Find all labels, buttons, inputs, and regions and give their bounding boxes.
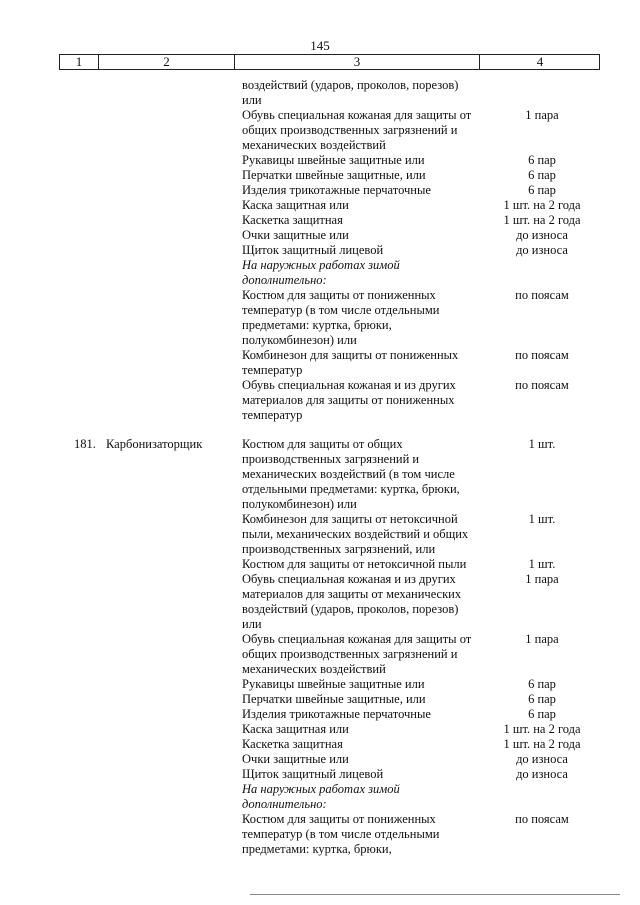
ppe-item-text: Перчатки швейные защитные, или bbox=[242, 168, 426, 182]
table-row bbox=[0, 198, 640, 213]
ppe-quantity: 6 пар bbox=[528, 692, 556, 706]
table-row bbox=[0, 782, 640, 797]
ppe-item-text: полукомбинезон) или bbox=[242, 497, 357, 511]
table-row bbox=[0, 707, 640, 722]
ppe-quantity: 6 пар bbox=[528, 168, 556, 182]
ppe-item-text: Каска защитная или bbox=[242, 722, 349, 736]
table-row bbox=[0, 647, 640, 662]
ppe-item-text: производственных загрязнений, или bbox=[242, 542, 436, 556]
ppe-quantity: 1 шт. на 2 года bbox=[503, 198, 581, 212]
table-row bbox=[0, 258, 640, 273]
ppe-item-text: полукомбинезон) или bbox=[242, 333, 357, 347]
table-row bbox=[0, 467, 640, 482]
table-row bbox=[0, 587, 640, 602]
ppe-item-text: Комбинезон для защиты от пониженных bbox=[242, 348, 459, 362]
ppe-item-text: производственных загрязнений и bbox=[242, 452, 420, 466]
ppe-quantity: 1 пара bbox=[525, 108, 559, 122]
ppe-quantity: 1 шт. на 2 года bbox=[503, 737, 581, 751]
profession-name: Карбонизаторщик bbox=[106, 437, 203, 451]
ppe-item-text: дополнительно: bbox=[242, 273, 327, 287]
ppe-quantity: по поясам bbox=[515, 288, 569, 302]
ppe-quantity: 6 пар bbox=[528, 153, 556, 167]
table-row bbox=[0, 78, 640, 93]
ppe-quantity: 1 пара bbox=[525, 632, 559, 646]
table-row bbox=[0, 437, 640, 452]
ppe-item-text: температур (в том числе отдельными bbox=[242, 827, 440, 841]
table-row bbox=[0, 482, 640, 497]
ppe-quantity: 1 пара bbox=[525, 572, 559, 586]
table-row bbox=[0, 243, 640, 258]
table-row bbox=[0, 168, 640, 183]
table-row bbox=[0, 572, 640, 587]
header-col-2: 2 bbox=[163, 54, 170, 69]
ppe-item-text: Изделия трикотажные перчаточные bbox=[242, 707, 431, 721]
table-header bbox=[59, 54, 600, 70]
ppe-item-text: Перчатки швейные защитные, или bbox=[242, 692, 426, 706]
ppe-item-text: Комбинезон для защиты от нетоксичной bbox=[242, 512, 458, 526]
table-row bbox=[0, 393, 640, 408]
table-row bbox=[0, 692, 640, 707]
table-row bbox=[0, 273, 640, 288]
ppe-item-text: температур (в том числе отдельными bbox=[242, 303, 440, 317]
table-row bbox=[0, 767, 640, 782]
ppe-item-text: механических воздействий bbox=[242, 138, 386, 152]
table-row bbox=[0, 348, 640, 363]
ppe-item-text: материалов для защиты от пониженных bbox=[242, 393, 455, 407]
ppe-quantity: по поясам bbox=[515, 348, 569, 362]
ppe-quantity: до износа bbox=[516, 228, 568, 242]
ppe-quantity: 1 шт. bbox=[528, 557, 556, 571]
table-row bbox=[0, 452, 640, 467]
table-row bbox=[0, 527, 640, 542]
page-number: 145 bbox=[310, 38, 330, 53]
ppe-item-text: Костюм для защиты от пониженных bbox=[242, 812, 436, 826]
ppe-item-text: Каскетка защитная bbox=[242, 213, 343, 227]
ppe-item-text: предметами: куртка, брюки, bbox=[242, 318, 392, 332]
table-row bbox=[0, 812, 640, 827]
table-row bbox=[0, 93, 640, 108]
table-row bbox=[0, 752, 640, 767]
ppe-quantity: 1 шт. на 2 года bbox=[503, 213, 581, 227]
table-row bbox=[0, 123, 640, 138]
ppe-item-text: механических воздействий (в том числе bbox=[242, 467, 455, 481]
ppe-item-text: Костюм для защиты от общих bbox=[242, 437, 403, 451]
table-row bbox=[0, 677, 640, 692]
table-row bbox=[0, 737, 640, 752]
table-row bbox=[0, 662, 640, 677]
ppe-item-text: пыли, механических воздействий и общих bbox=[242, 527, 469, 541]
ppe-quantity: 6 пар bbox=[528, 677, 556, 691]
table-row bbox=[0, 557, 640, 572]
ppe-item-text: Очки защитные или bbox=[242, 228, 349, 242]
ppe-item-text: общих производственных загрязнений и bbox=[242, 123, 458, 137]
table-row bbox=[0, 408, 640, 423]
ppe-item-text: общих производственных загрязнений и bbox=[242, 647, 458, 661]
table-row bbox=[0, 363, 640, 378]
ppe-item-text: Обувь специальная кожаная для защиты от bbox=[242, 108, 472, 122]
ppe-item-text: Каска защитная или bbox=[242, 198, 349, 212]
table-row bbox=[0, 602, 640, 617]
table-row bbox=[0, 318, 640, 333]
ppe-item-text: Рукавицы швейные защитные или bbox=[242, 153, 425, 167]
ppe-quantity: 6 пар bbox=[528, 183, 556, 197]
table-body bbox=[0, 78, 640, 857]
table-row bbox=[0, 542, 640, 557]
table-row bbox=[0, 617, 640, 632]
ppe-quantity: до износа bbox=[516, 767, 568, 781]
table-row bbox=[0, 153, 640, 168]
ppe-quantity: до износа bbox=[516, 752, 568, 766]
ppe-item-text: Щиток защитный лицевой bbox=[242, 767, 384, 781]
ppe-item-text: воздействий (ударов, проколов, порезов) bbox=[242, 602, 459, 616]
row-gap bbox=[0, 423, 640, 437]
item-number: 181. bbox=[74, 437, 96, 451]
table-row bbox=[0, 378, 640, 393]
table-row bbox=[0, 213, 640, 228]
ppe-item-text: предметами: куртка, брюки, bbox=[242, 842, 392, 856]
ppe-quantity: 6 пар bbox=[528, 707, 556, 721]
table-row bbox=[0, 722, 640, 737]
table-row bbox=[0, 842, 640, 857]
header-col-1: 1 bbox=[75, 54, 83, 69]
ppe-item-text: Костюм для защиты от пониженных bbox=[242, 288, 436, 302]
ppe-item-text: отдельными предметами: куртка, брюки, bbox=[242, 482, 460, 496]
table-row bbox=[0, 183, 640, 198]
ppe-item-text: температур bbox=[242, 363, 303, 377]
ppe-item-text: Обувь специальная кожаная для защиты от bbox=[242, 632, 472, 646]
ppe-item-text: материалов для защиты от механических bbox=[242, 587, 462, 601]
header-col-3: 3 bbox=[353, 54, 361, 69]
ppe-item-text: Изделия трикотажные перчаточные bbox=[242, 183, 431, 197]
table-row bbox=[0, 108, 640, 123]
ppe-item-text: воздействий (ударов, проколов, порезов) bbox=[242, 78, 459, 92]
ppe-quantity: по поясам bbox=[515, 812, 569, 826]
ppe-item-text: Обувь специальная кожаная и из других bbox=[242, 572, 456, 586]
ppe-quantity: 1 шт. bbox=[528, 437, 556, 451]
ppe-item-text: дополнительно: bbox=[242, 797, 327, 811]
table-row bbox=[0, 632, 640, 647]
ppe-quantity: 1 шт. bbox=[528, 512, 556, 526]
ppe-item-text: Обувь специальная кожаная и из других bbox=[242, 378, 456, 392]
ppe-item-text: Костюм для защиты от нетоксичной пыли bbox=[242, 557, 467, 571]
ppe-quantity: до износа bbox=[516, 243, 568, 257]
ppe-item-text: или bbox=[242, 617, 262, 631]
ppe-item-text: механических воздействий bbox=[242, 662, 386, 676]
table-row bbox=[0, 228, 640, 243]
ppe-quantity: 1 шт. на 2 года bbox=[503, 722, 581, 736]
ppe-quantity: по поясам bbox=[515, 378, 569, 392]
table-row bbox=[0, 138, 640, 153]
table-row bbox=[0, 497, 640, 512]
footer-line bbox=[250, 894, 620, 895]
table-row bbox=[0, 303, 640, 318]
ppe-item-text: или bbox=[242, 93, 262, 107]
ppe-item-text: Щиток защитный лицевой bbox=[242, 243, 384, 257]
table-row bbox=[0, 333, 640, 348]
table-row bbox=[0, 288, 640, 303]
ppe-item-text: Рукавицы швейные защитные или bbox=[242, 677, 425, 691]
header-col-4: 4 bbox=[536, 54, 544, 69]
table-row bbox=[0, 512, 640, 527]
ppe-item-text: Очки защитные или bbox=[242, 752, 349, 766]
ppe-item-text: Каскетка защитная bbox=[242, 737, 343, 751]
ppe-item-text: температур bbox=[242, 408, 303, 422]
ppe-item-text: На наружных работах зимой bbox=[242, 258, 400, 272]
table-row bbox=[0, 797, 640, 812]
ppe-item-text: На наружных работах зимой bbox=[242, 782, 400, 796]
table-row bbox=[0, 827, 640, 842]
